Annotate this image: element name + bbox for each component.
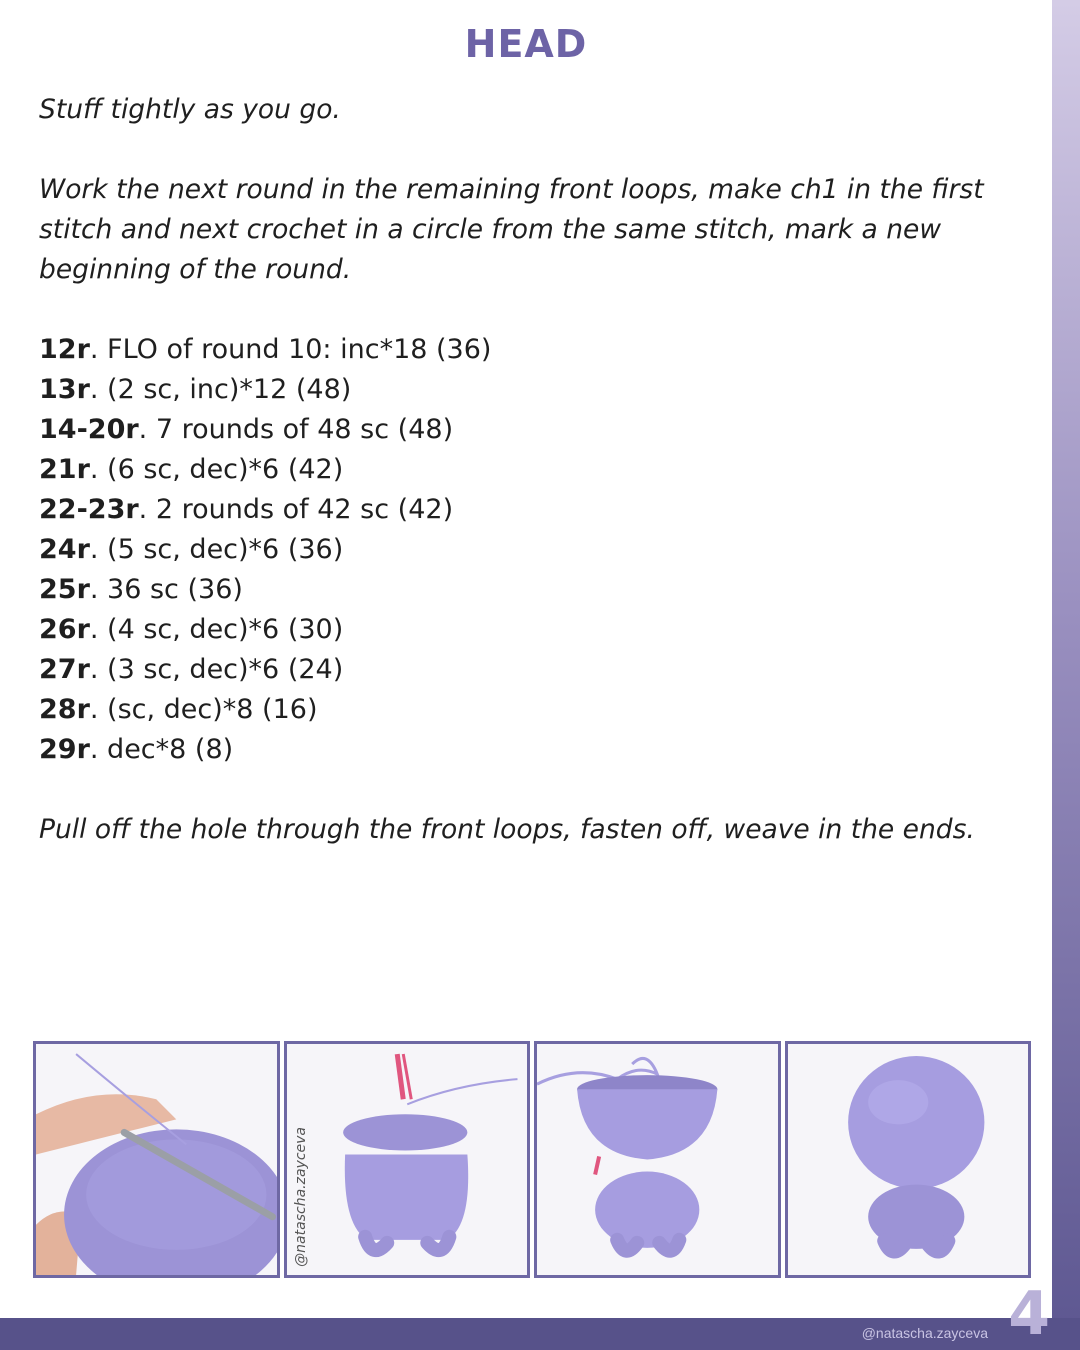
- photo-finished-head: [785, 1041, 1032, 1278]
- round-item: 14-20r. 7 rounds of 48 sc (48): [39, 414, 454, 445]
- photo-head-open-top: [534, 1041, 781, 1278]
- round-item: 13r. (2 sc, inc)*12 (48): [39, 374, 352, 405]
- pattern-content: [39, 90, 1029, 850]
- outro-note: Pull off the hole through the front loops, fasten off, weave in the ends.: [39, 814, 975, 845]
- round-item: 26r. (4 sc, dec)*6 (30): [39, 614, 344, 645]
- round-item: 28r. (sc, dec)*8 (16): [39, 694, 318, 725]
- round-item: 24r. (5 sc, dec)*6 (36): [39, 534, 344, 565]
- footer-handle: @natascha.zayceva: [861, 1325, 988, 1341]
- round-item: 21r. (6 sc, dec)*6 (42): [39, 454, 344, 485]
- page-title: HEAD: [464, 22, 588, 66]
- round-item: 12r. FLO of round 10: inc*18 (36): [39, 334, 492, 365]
- photo-gallery: [33, 1041, 1031, 1278]
- intro-note: Stuff tightly as you go.: [39, 94, 341, 125]
- rounds-list: [39, 330, 1029, 770]
- round-item: 22-23r. 2 rounds of 42 sc (42): [39, 494, 454, 525]
- round-item: 25r. 36 sc (36): [39, 574, 243, 605]
- round-item: 29r. dec*8 (8): [39, 734, 234, 765]
- photo-hook-in-loops: [33, 1041, 280, 1278]
- round-item: 27r. (3 sc, dec)*6 (24): [39, 654, 344, 685]
- photo-head-top-view: [284, 1041, 531, 1278]
- instruction-note: Work the next round in the remaining front loops, make ch1 in the first stitch and next crochet in a circle from the same stitch, mark a new beginning of the round.: [39, 174, 984, 285]
- page-number: 4: [1008, 1279, 1050, 1349]
- photo-watermark: @natascha.zayceva: [292, 1127, 309, 1267]
- side-decor-stripe: [1052, 0, 1080, 1350]
